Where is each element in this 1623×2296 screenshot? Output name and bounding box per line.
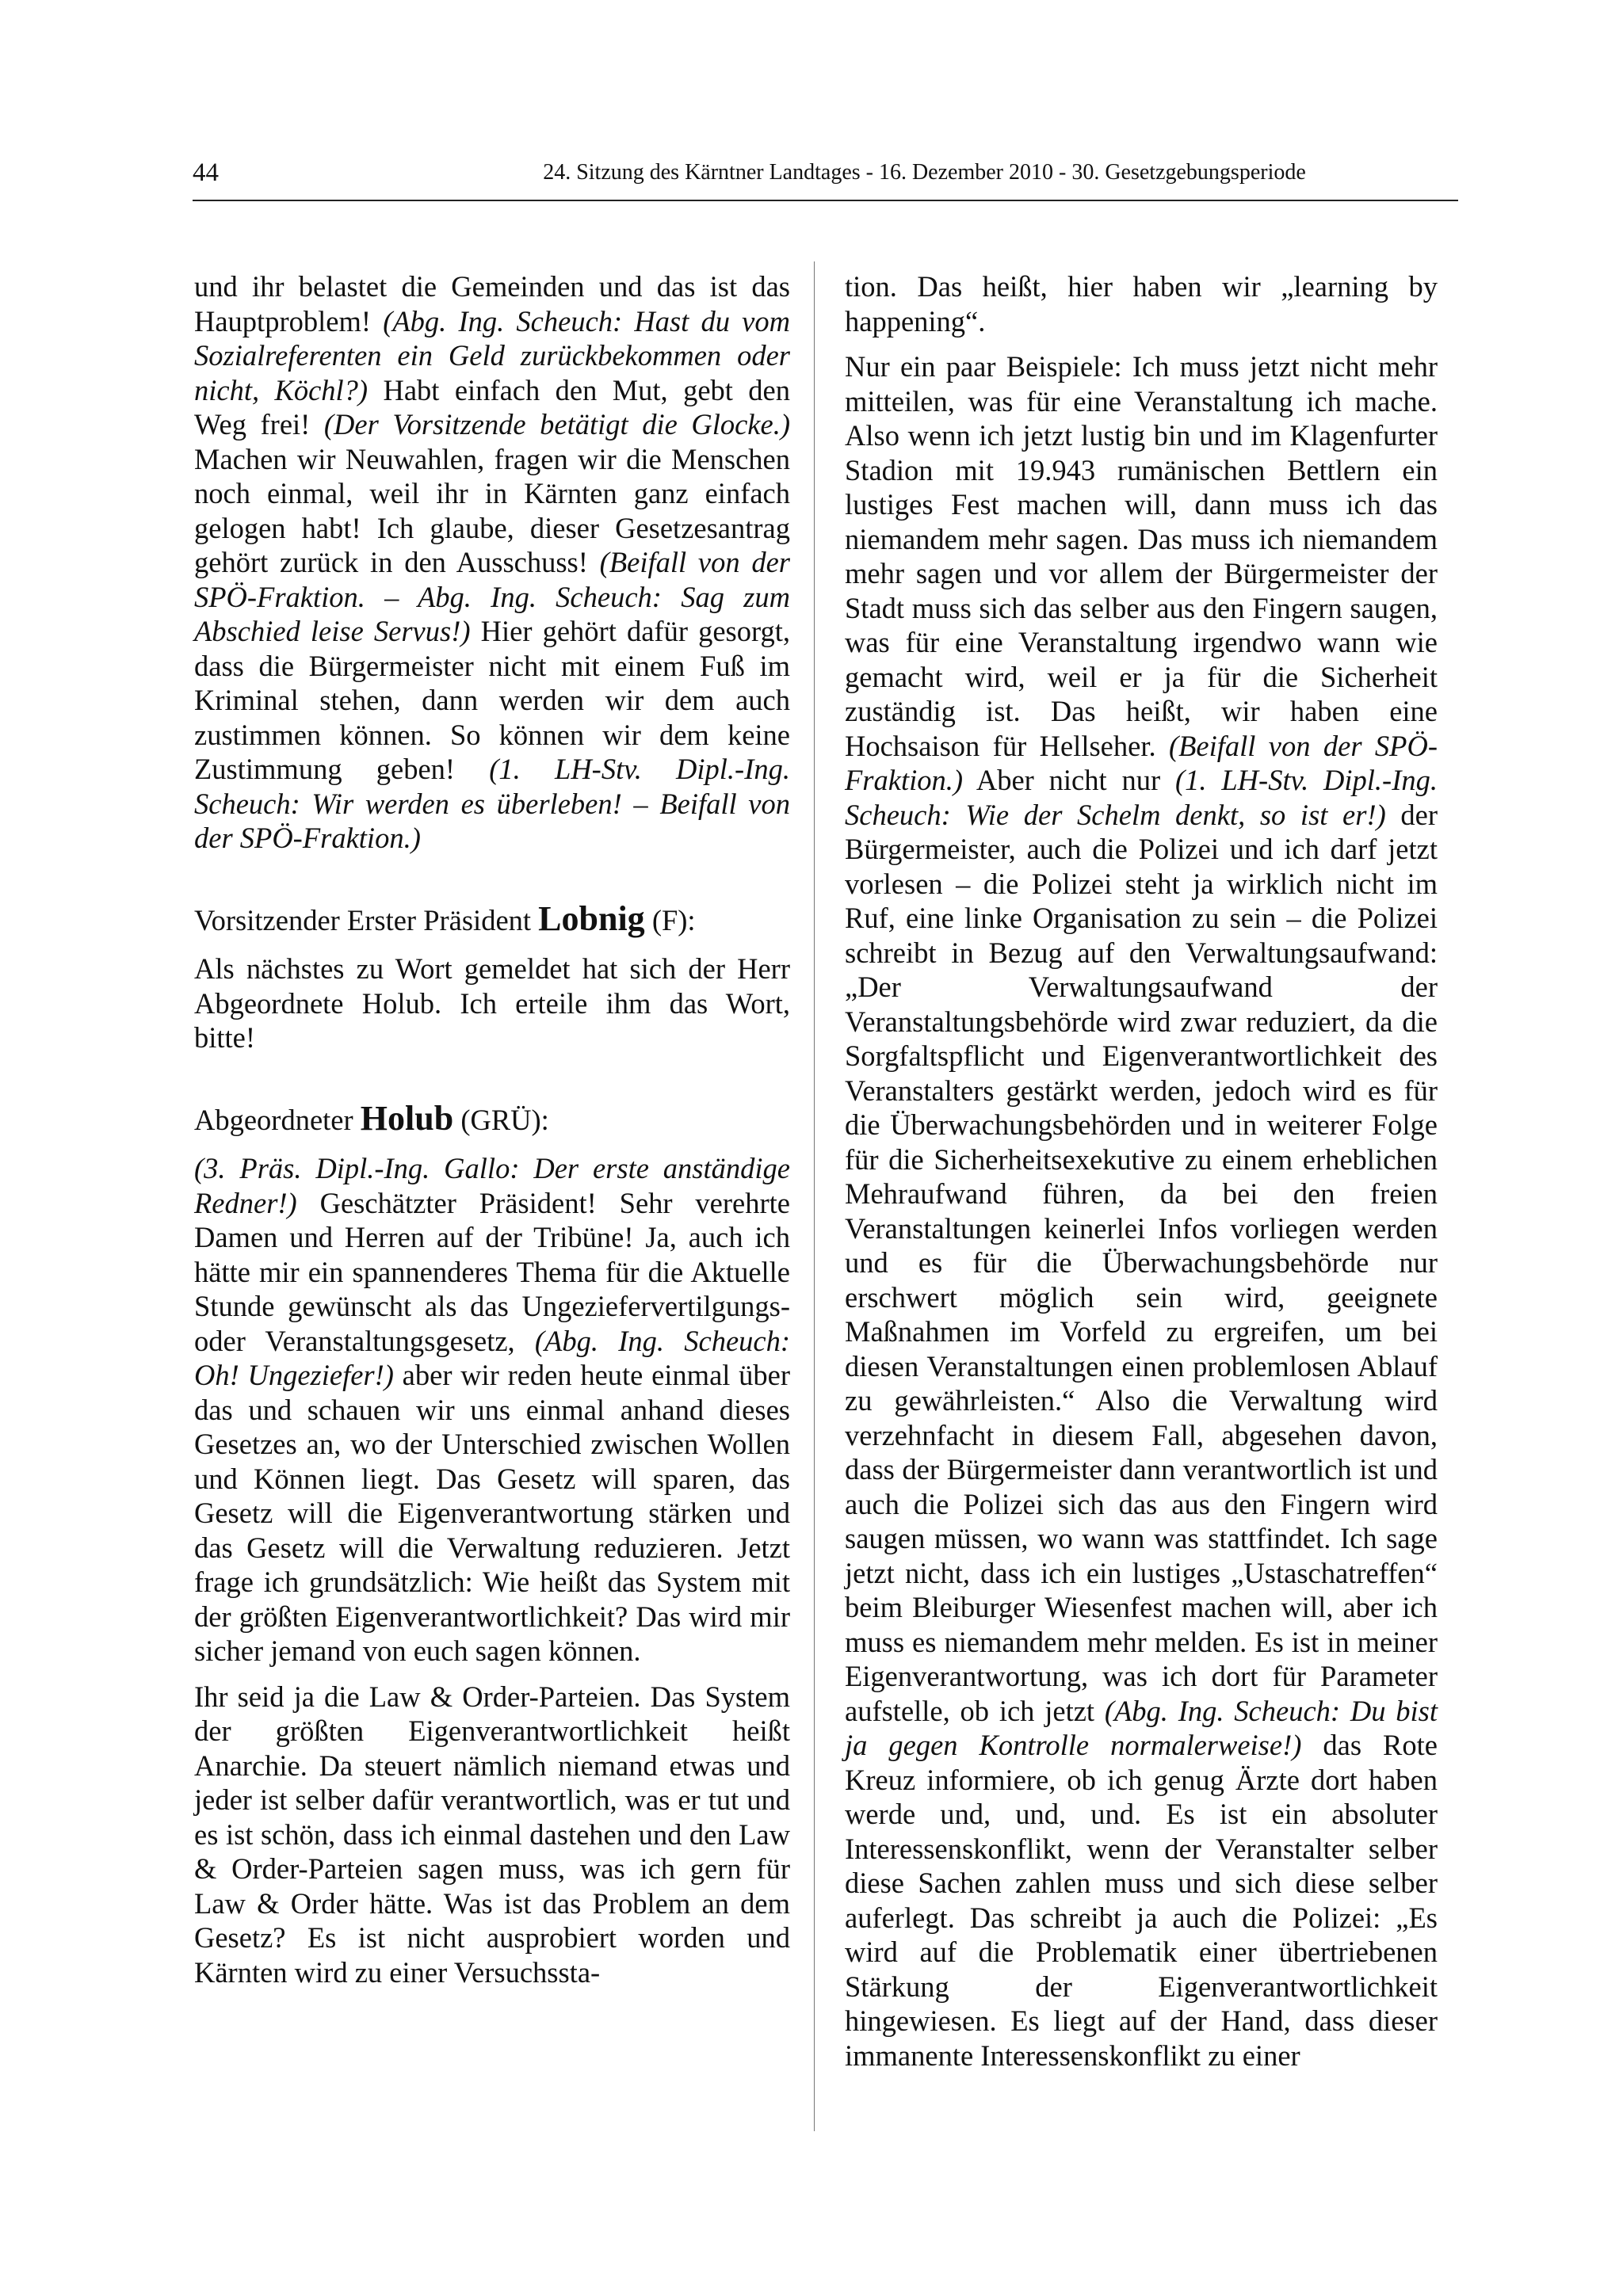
paragraph: Als nächstes zu Wort gemeldet hat sich der Herr Abgeordnete Holub. Ich erteile ihm das Wort, bitte!: [194, 952, 790, 1054]
interjection: (Abg. Ing. Scheuch: Oh! Ungeziefer!): [194, 1324, 790, 1391]
speaker-heading: Abgeordneter Holub (GRÜ):: [194, 1098, 549, 1138]
page-number: 44: [193, 158, 219, 187]
speaker-heading: Vorsitzender Erster Präsident Lobnig (F):: [194, 898, 696, 938]
interjection: (Abg. Ing. Scheuch: Du bist ja gegen Kontrolle normalerweise!): [845, 1694, 1438, 1761]
interjection: (Der Vorsitzende betätigt die Glocke.): [323, 408, 790, 441]
paragraph: Nur ein paar Beispiele: Ich muss jetzt nicht mehr mitteilen, was für eine Veranstaltung ich mache. Also wenn ich jetzt lustig bin und im Klagenfurter Stadion mit 19.943 rumänischen Bettlern ein lustiges Fest machen will, dann muss ich das niemandem mehr sagen. Das muss ich niemandem mehr sagen und vor allem der Bürgermeister der Stadt muss sich das selber aus den Fingern saugen, was für eine Veranstaltung irgendwo wann wie gemacht wird, weil er ja für die Sicherheit zuständig ist. Das heißt, wir haben eine Hochsaison für Hellseher. (Beifall von der SPÖ-Fraktion.) Aber nicht nur (1. LH-Stv. Dipl.-Ing. Scheuch: Wie der Schelm denkt, so ist er!) der Bürgermeister, auch die Polizei und ich darf jetzt vorlesen – die Polizei steht ja wirklich nicht im Ruf, eine linke Organisation zu sein – die Polizei schreibt in Bezug auf den Verwaltungsaufwand: „Der Verwaltungsaufwand der Veranstaltungsbehörde wird zwar reduziert, da die Sorgfaltspflicht und Eigenverantwortlichkeit des Veranstalters gestärkt werden, jedoch wird es für die Überwachungsbehörden und in weiterer Folge für die Sicherheitsexekutive zu einem erheblichen Mehraufwand führen, da bei den freien Veranstaltungen keinerlei Infos vorliegen werden und es für die Überwachungsbehörde nur erschwert möglich sein wird, geeignete Maßnahmen im Vorfeld zu ergreifen, um bei diesen Veranstaltungen einen problemlosen Ablauf zu gewährleisten.“ Also die Verwaltung wird verzehnfacht in diesem Fall, abgesehen davon, dass der Bürgermeister dann verantwortlich ist und auch die Polizei sich das aus den Fingern wird saugen müssen, wo wann was stattfindet. Ich sage jetzt nicht, dass ich ein lustiges „Ustaschatreffen“ beim Bleiburger Wiesenfest machen will, aber ich muss es niemandem mehr melden. Es ist in meiner Eigenverantwortung, was ich dort für Parameter aufstelle, ob ich jetzt (Abg. Ing. Scheuch: Du bist ja gegen Kontrolle normalerweise!) das Rote Kreuz informiere, ob ich genug Ärzte dort haben werde und, und, und. Es ist ein absoluter Interessenskonflikt, wenn der Veranstalter selber diese Sachen zahlen muss und sich diese selber auferlegt. Das schreibt ja auch die Polizei: „Es wird auf die Problematik einer übertriebenen Stärkung der Eigenverantwortlichkeit hingewiesen. Es liegt auf der Hand, dass dieser immanente Interessenskonflikt zu einer: [845, 350, 1438, 2072]
right-column: [845, 269, 1438, 2084]
speaker-name: Holub: [360, 1098, 454, 1138]
paragraph: (3. Präs. Dipl.-Ing. Gallo: Der erste anständige Redner!) Geschätzter Präsident! Sehr verehrte Damen und Herren auf der Tribüne! Ja, auch ich hätte mir ein spannenderes Thema für die Aktuelle Stunde gewünscht als das Ungeziefervertilgungs- oder Veranstaltungsgesetz, (Abg. Ing. Scheuch: Oh! Ungeziefer!) aber wir reden heute einmal über das und schauen wir uns einmal anhand dieses Gesetzes an, wo der Unterschied zwischen Wollen und Können liegt. Das Gesetz will sparen, das Gesetz will die Eigenverantwortung stärken und das Gesetz will die Verwaltung reduzieren. Jetzt frage ich grundsätzlich: Wie heißt das System mit der größten Eigenverantwortlichkeit? Das wird mir sicher jemand von euch sagen können.: [194, 1152, 790, 1667]
running-title: 24. Sitzung des Kärntner Landtages - 16. Dezember 2010 - 30. Gesetzgebungsperiode: [543, 160, 1306, 185]
interjection: (Beifall von der SPÖ-Fraktion.): [845, 729, 1438, 796]
interjection: (1. LH-Stv. Dipl.-Ing. Scheuch: Wie der Schelm denkt, so ist er!): [845, 764, 1438, 831]
paragraph: Ihr seid ja die Law & Order-Parteien. Das System der größten Eigenverantwortlichkeit heißt Anarchie. Da steuert nämlich niemand etwas und jeder ist selber dafür verantwortlich, was er tut und es ist schön, dass ich einmal dastehen und den Law & Order-Parteien sagen muss, was ich gern für Law & Order hätte. Was ist das Problem an dem Gesetz? Es ist nicht ausprobiert worden und Kärnten wird zu einer Versuchssta-: [194, 1680, 790, 1989]
interjection: (Abg. Ing. Scheuch: Hast du vom Sozialreferenten ein Geld zurückbekommen oder nicht, Köchl?): [194, 304, 790, 406]
paragraph: tion. Das heißt, hier haben wir „learning by happening“.: [845, 270, 1438, 338]
paragraph: und ihr belastet die Gemeinden und das ist das Hauptproblem! (Abg. Ing. Scheuch: Hast du vom Sozialreferenten ein Geld zurückbekommen oder nicht, Köchl?) Habt einfach den Mut, gebt den Weg frei! (Der Vorsitzende betätigt die Glocke.) Machen wir Neuwahlen, fragen wir die Menschen noch einmal, weil ihr in Kärnten ganz einfach gelogen habt! Ich glaube, dieser Gesetzesantrag gehört zurück in den Ausschuss! (Beifall von der SPÖ-Fraktion. – Abg. Ing. Scheuch: Sag zum Abschied leise Servus!) Hier gehört dafür gesorgt, dass die Bürgermeister nicht mit einem Fuß im Kriminal stehen, dann werden wir dem auch zustimmen können. So können wir dem keine Zustimmung geben! (1. LH-Stv. Dipl.-Ing. Scheuch: Wir werden es überleben! – Beifall von der SPÖ-Fraktion.): [194, 270, 790, 854]
column-divider: [814, 261, 815, 2131]
interjection: (1. LH-Stv. Dipl.-Ing. Scheuch: Wir werden es überleben! – Beifall von der SPÖ-Fraktion.): [194, 753, 790, 854]
page-header: [193, 155, 1458, 201]
interjection: (Beifall von der SPÖ-Fraktion. – Abg. Ing. Scheuch: Sag zum Abschied leise Servus!): [194, 546, 790, 647]
speaker-name: Lobnig: [538, 898, 645, 938]
left-column: [194, 269, 790, 2000]
interjection: (3. Präs. Dipl.-Ing. Gallo: Der erste anständige Redner!): [194, 1152, 790, 1219]
